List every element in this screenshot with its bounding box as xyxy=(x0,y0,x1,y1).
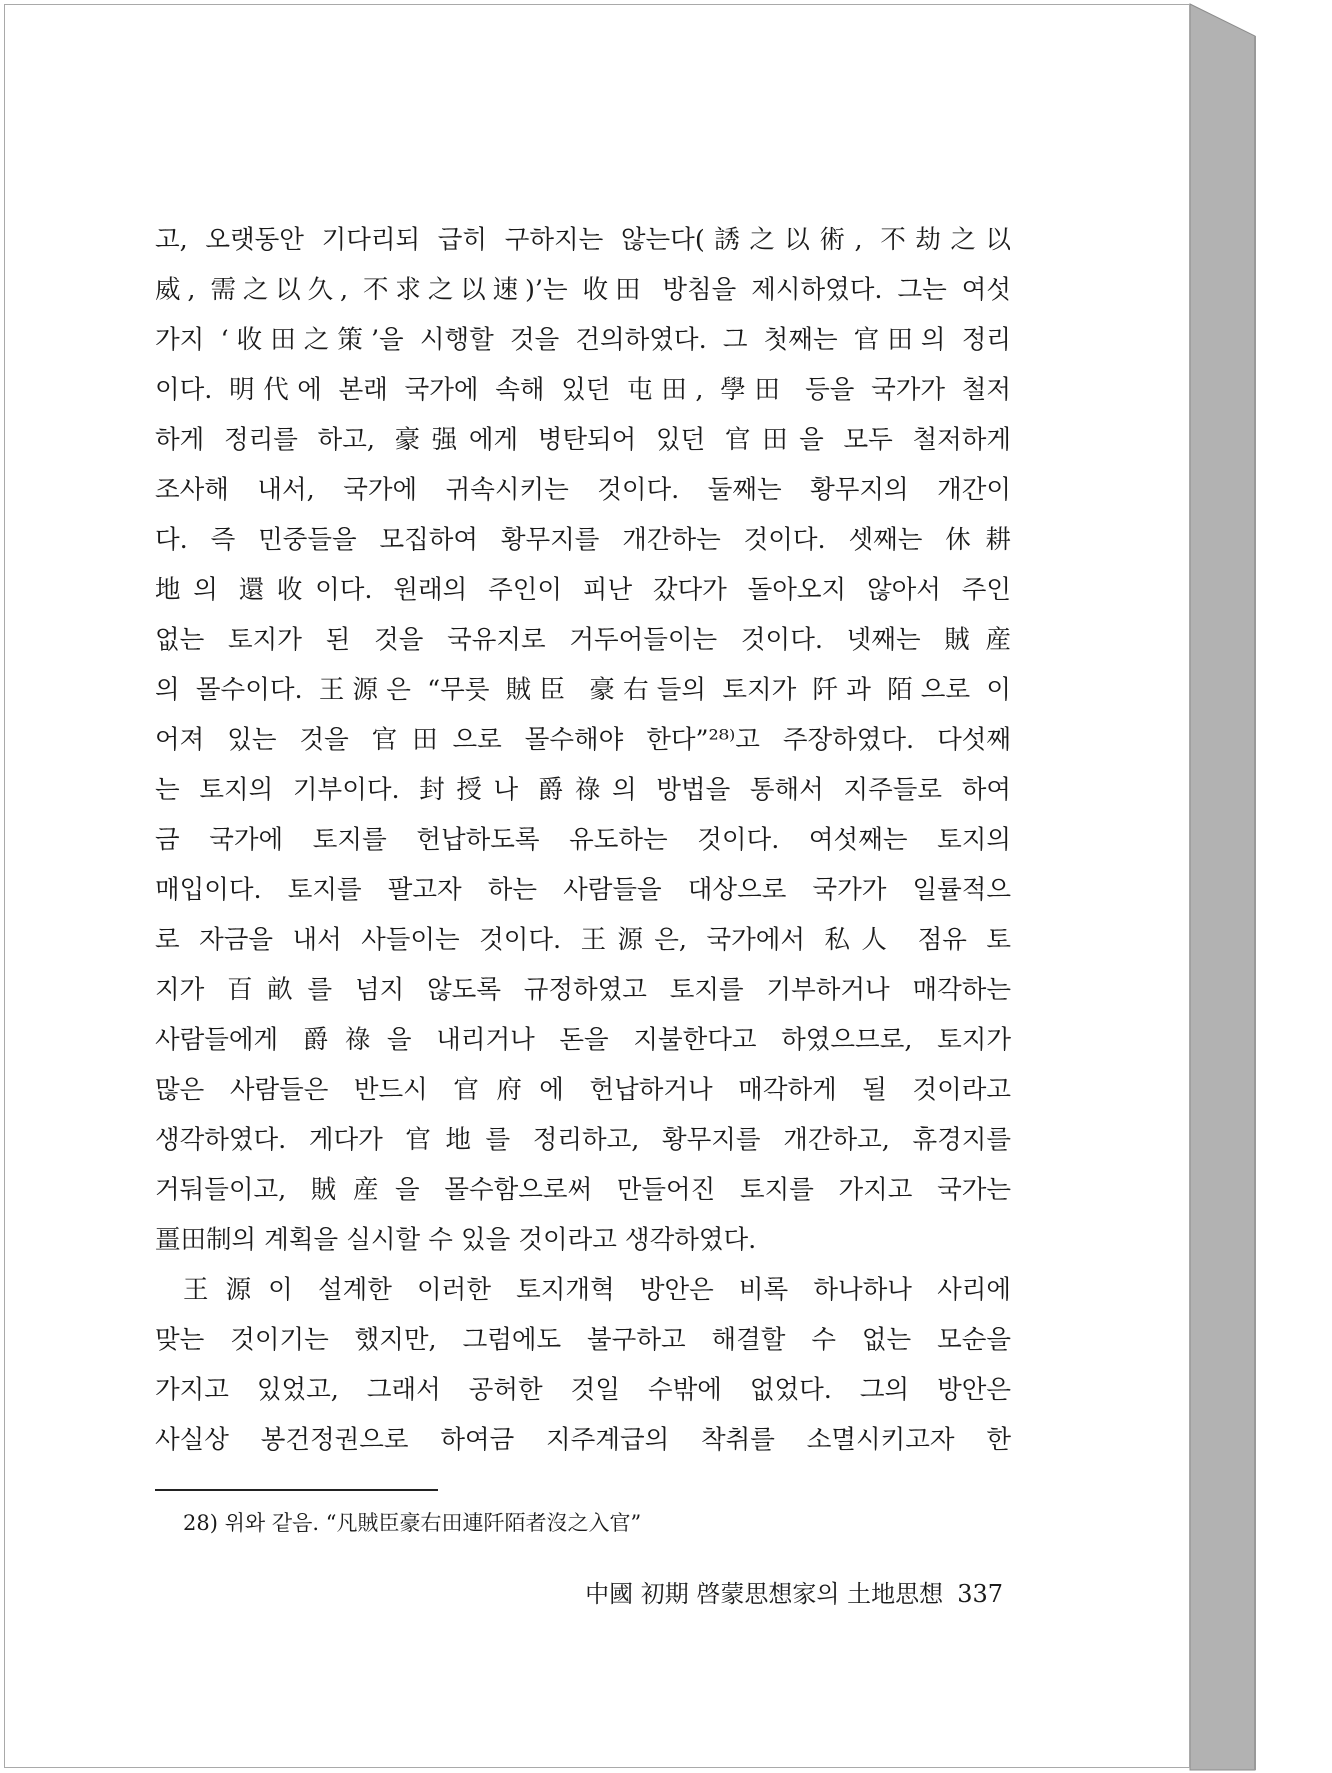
text-line: 地의 還收이다. 원래의 주인이 피난 갔다가 돌아오지 않아서 주인 xyxy=(155,575,1011,605)
body-text xyxy=(155,215,1011,1465)
text-line: 많은 사람들은 반드시 官府에 헌납하거나 매각하게 될 것이라고 xyxy=(155,1075,1011,1105)
text-line: 威, 需之以久, 不求之以速)’는 收田 방침을 제시하였다. 그는 여섯 xyxy=(155,275,1011,305)
text-line: 매입이다. 토지를 팔고자 하는 사람들을 대상으로 국가가 일률적으 xyxy=(155,875,1011,905)
text-line: 다. 즉 민중들을 모집하여 황무지를 개간하는 것이다. 셋째는 休耕 xyxy=(155,525,1011,555)
text-line: 가지고 있었고, 그래서 공허한 것일 수밖에 없었다. 그의 방안은 xyxy=(155,1375,1011,1405)
text-line: 맞는 것이기는 했지만, 그럼에도 불구하고 해결할 수 없는 모순을 xyxy=(155,1325,1011,1355)
running-footer xyxy=(585,1576,1003,1612)
page-number: 337 xyxy=(957,1580,1003,1608)
text-line: 생각하였다. 게다가 官地를 정리하고, 황무지를 개간하고, 휴경지를 xyxy=(155,1125,1011,1155)
text-line: 사람들에게 爵祿을 내리거나 돈을 지불한다고 하였으므로, 토지가 xyxy=(155,1025,1011,1055)
footnote-divider xyxy=(155,1489,438,1491)
book-page xyxy=(4,4,1190,1768)
text-line: 지가 百畝를 넘지 않도록 규정하였고 토지를 기부하거나 매각하는 xyxy=(155,975,1011,1005)
text-line: 는 토지의 기부이다. 封授나 爵祿의 방법을 통해서 지주들로 하여 xyxy=(155,775,1011,805)
text-line: 어져 있는 것을 官田으로 몰수해야 한다”²⁸⁾고 주장하였다. 다섯째 xyxy=(155,725,1011,755)
footnote: 28) 위와 같음. “凡賊臣豪右田連阡陌者沒之入官” xyxy=(183,1511,642,1535)
text-line: 거둬들이고, 賊産을 몰수함으로써 만들어진 토지를 가지고 국가는 xyxy=(155,1175,1011,1205)
paragraph-first-line: 王源이 설계한 이러한 토지개혁 방안은 비록 하나하나 사리에 xyxy=(183,1275,1011,1305)
text-line: 하게 정리를 하고, 豪强에게 병탄되어 있던 官田을 모두 철저하게 xyxy=(155,425,1011,455)
paragraph-last-line: 畺田制의 계획을 실시할 수 있을 것이라고 생각하였다. xyxy=(155,1225,757,1255)
footer-title: 中國 初期 啓蒙思想家의 土地思想 xyxy=(585,1580,944,1608)
text-line: 의 몰수이다. 王源은 “무릇 賊臣 豪右들의 토지가 阡과 陌으로 이 xyxy=(155,675,1011,705)
text-line: 이다. 明代에 본래 국가에 속해 있던 屯田, 學田 등을 국가가 철저 xyxy=(155,375,1011,405)
text-line: 사실상 봉건정권으로 하여금 지주계급의 착취를 소멸시키고자 한 xyxy=(155,1425,1011,1455)
text-line: 조사해 내서, 국가에 귀속시키는 것이다. 둘째는 황무지의 개간이 xyxy=(155,475,1011,505)
text-line: 고, 오랫동안 기다리되 급히 구하지는 않는다(誘之以術, 不劫之以 xyxy=(155,225,1011,255)
text-line: 가지 ‘收田之策’을 시행할 것을 건의하였다. 그 첫째는 官田의 정리 xyxy=(155,325,1011,355)
text-line: 금 국가에 토지를 헌납하도록 유도하는 것이다. 여섯째는 토지의 xyxy=(155,825,1011,855)
text-line: 로 자금을 내서 사들이는 것이다. 王源은, 국가에서 私人 점유 토 xyxy=(155,925,1011,955)
text-line: 없는 토지가 된 것을 국유지로 거두어들이는 것이다. 넷째는 賊産 xyxy=(155,625,1011,655)
